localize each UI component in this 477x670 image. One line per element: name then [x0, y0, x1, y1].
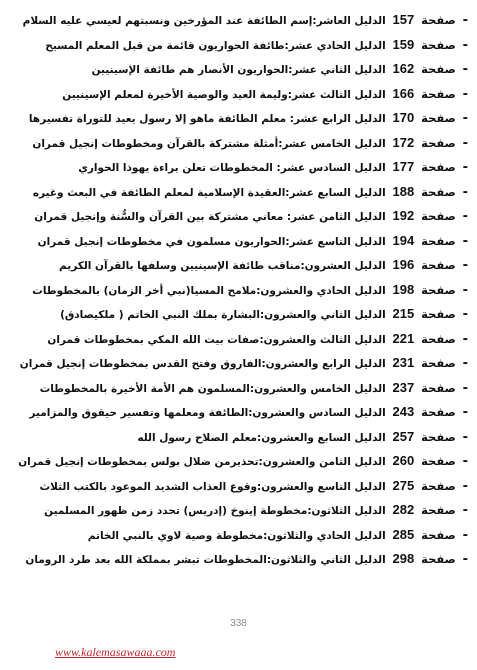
entry-title: الدليل السادس عشر: المخطوطات تعلن براءة يهوذا الحواري — [78, 162, 386, 174]
page-word: صفحة — [421, 552, 456, 566]
page-word: صفحة — [421, 13, 456, 27]
entry-title: الدليل الثلاثون:مخطوطة إينوخ (إدريس) تحدد زمن ظهور المسلمين — [44, 505, 386, 517]
page-number: 338 — [230, 618, 247, 629]
entry-title: الدليل الثاني والثلاثون:المخطوطات تبشر بمملكة الله بعد طرد الرومان — [25, 554, 386, 566]
entry-title: الدليل السادس والعشرون:الطائفة ومعلمها وتفسير حيقوق والمزامير — [29, 407, 386, 419]
entry-title: الدليل الرابع عشر: معلم الطائفة ماهو إلا رسول يعيد للتوراة تفسيرها — [28, 113, 386, 125]
bullet-dash: - — [462, 86, 468, 102]
page-word: صفحة — [421, 37, 456, 52]
entry-page-number: 257 — [392, 428, 415, 444]
entry-title: الدليل الثالث والعشرون:صفات بيت الله المكي بمخطوطات قمران — [47, 333, 386, 346]
toc-item — [0, 547, 468, 572]
bullet-dash: - — [462, 37, 468, 53]
toc-item — [0, 180, 468, 205]
page-word: صفحة — [421, 356, 456, 370]
page-word: صفحة — [421, 86, 456, 101]
entry-page-number: 298 — [392, 551, 415, 566]
entry-title: الدليل الحادي عشر:طائفة الحواريون قائمة من قبل المعلم المسيح — [45, 39, 386, 52]
entry-title: الدليل الثالث عشر:وليمة العيد والوصية الأخيرة لمعلم الإسينيين — [62, 88, 386, 101]
toc-item — [0, 155, 468, 180]
entry-title: الدليل الخامس والعشرون:المسلمون هم الأمة الأخيرة بالمخطوطات — [39, 382, 386, 395]
bullet-dash: - — [462, 258, 468, 273]
page-word: صفحة — [421, 527, 456, 542]
toc-item — [0, 204, 468, 229]
page-word: صفحة — [421, 111, 456, 125]
bullet-dash: - — [462, 282, 468, 298]
entry-page-number: 172 — [392, 134, 415, 150]
entry-page-number: 231 — [392, 355, 415, 370]
entry-page-number: 275 — [392, 477, 415, 493]
entry-title: الدليل السابع عشر:العقيدة الإسلامية لمعلم الطائفة في البعث وغيره — [32, 186, 386, 199]
page-word: صفحة — [421, 503, 456, 517]
entry-page-number: 157 — [392, 12, 415, 27]
entry-title: الدليل الثاني والعشرون:البشارة بملك النبي الخاتم ( ملكيصادق) — [60, 309, 386, 321]
page-word: صفحة — [421, 62, 456, 76]
entry-page-number: 243 — [392, 404, 415, 419]
entry-page-number: 170 — [392, 110, 415, 125]
entry-title: الدليل الثامن والعشرون:تحذيرمن ضلال بولس بمخطوطات إنجيل قمران — [18, 456, 386, 468]
toc-item — [0, 498, 468, 523]
entry-title: الدليل الثاني عشر:الحواريون الأنصار هم طائفة الإسينيين — [91, 64, 386, 76]
page-word: صفحة — [421, 282, 456, 297]
bullet-dash: - — [462, 331, 468, 347]
entry-page-number: 159 — [392, 36, 415, 52]
entry-page-number: 215 — [392, 306, 415, 321]
bullet-dash: - — [462, 111, 468, 126]
toc-item — [0, 474, 468, 499]
entry-page-number: 194 — [392, 232, 415, 248]
bullet-dash: - — [462, 233, 468, 249]
toc-item — [0, 523, 468, 548]
toc-item — [0, 8, 468, 33]
entry-page-number: 192 — [392, 208, 415, 223]
toc-item — [0, 327, 468, 352]
entry-page-number: 221 — [392, 330, 415, 346]
page-word: صفحة — [421, 380, 456, 395]
entry-page-number: 162 — [392, 61, 415, 76]
toc-item — [0, 33, 468, 58]
toc-item — [0, 131, 468, 156]
page-word: صفحة — [421, 184, 456, 199]
page-word: صفحة — [421, 429, 456, 444]
bullet-dash: - — [462, 478, 468, 494]
bullet-dash: - — [462, 209, 468, 224]
entry-page-number: 198 — [392, 281, 415, 297]
entry-title: الدليل الحادي والثلاثون:مخطوطة وصية لاوي بالنبي الخاتم — [87, 529, 386, 542]
page-word: صفحة — [421, 331, 456, 346]
toc-item — [0, 82, 468, 107]
page-word: صفحة — [421, 160, 456, 174]
entry-page-number: 260 — [392, 453, 415, 468]
bullet-dash: - — [462, 160, 468, 175]
bullet-dash: - — [462, 184, 468, 200]
entry-title: الدليل السابع والعشرون:معلم الصلاح رسول الله — [137, 431, 386, 444]
toc-item — [0, 449, 468, 474]
entry-page-number: 166 — [392, 85, 415, 101]
website-link[interactable]: www.kalemasawaaa.com — [55, 645, 176, 659]
bullet-dash: - — [462, 307, 468, 322]
entry-title: الدليل العشرون:مناقب طائفة الإسينيين وسلفها بالقرآن الكريم — [59, 260, 386, 272]
entry-title: الدليل الخامس عشر:أمثلة مشتركة بالقرآن ومخطوطات إنجيل قمران — [32, 137, 386, 150]
bullet-dash: - — [462, 62, 468, 77]
page-word: صفحة — [421, 135, 456, 150]
entry-title: الدليل الحادي والعشرون:ملامح المسيا(نبي أخر الزمان) بالمخطوطات — [32, 284, 386, 297]
toc-item — [0, 425, 468, 450]
toc-item — [0, 278, 468, 303]
toc-item — [0, 376, 468, 401]
toc-item — [0, 253, 468, 278]
bullet-dash: - — [462, 135, 468, 151]
page-word: صفحة — [421, 233, 456, 248]
entry-title: الدليل التاسع عشر:الحواريون مسلمون في مخطوطات إنجيل قمران — [37, 235, 386, 248]
entry-page-number: 237 — [392, 379, 415, 395]
bullet-dash: - — [462, 380, 468, 396]
bullet-dash: - — [462, 13, 468, 28]
entry-page-number: 177 — [392, 159, 415, 174]
entry-title: الدليل الرابع والعشرون:الفاروق وفتح القدس بمخطوطات إنجيل قمران — [19, 358, 386, 370]
entry-page-number: 196 — [392, 257, 415, 272]
entry-page-number: 188 — [392, 183, 415, 199]
page-word: صفحة — [421, 405, 456, 419]
entry-page-number: 285 — [392, 526, 415, 542]
entry-title: الدليل العاشر:إسم الطائفة عند المؤرخين ونسبتهم لعيسي عليه السلام — [22, 15, 386, 27]
page-word: صفحة — [421, 258, 456, 272]
toc-item — [0, 351, 468, 376]
page-word: صفحة — [421, 478, 456, 493]
entry-title: الدليل التاسع والعشرون:وقوع العذاب الشديد الموعود بالكتب الثلاث — [39, 480, 386, 493]
toc-item — [0, 400, 468, 425]
bullet-dash: - — [462, 552, 468, 567]
toc-item — [0, 302, 468, 327]
entry-page-number: 282 — [392, 502, 415, 517]
bullet-dash: - — [462, 429, 468, 445]
toc-item — [0, 57, 468, 82]
bullet-dash: - — [462, 527, 468, 543]
table-of-contents — [0, 8, 468, 572]
entry-title: الدليل الثامن عشر: معاني مشتركة بين القرآن والسُّنة وإنجيل قمران — [34, 211, 386, 223]
toc-item — [0, 229, 468, 254]
page-word: صفحة — [421, 454, 456, 468]
bullet-dash: - — [462, 356, 468, 371]
page-word: صفحة — [421, 307, 456, 321]
page-word: صفحة — [421, 209, 456, 223]
toc-item — [0, 106, 468, 131]
bullet-dash: - — [462, 503, 468, 518]
bullet-dash: - — [462, 405, 468, 420]
bullet-dash: - — [462, 454, 468, 469]
